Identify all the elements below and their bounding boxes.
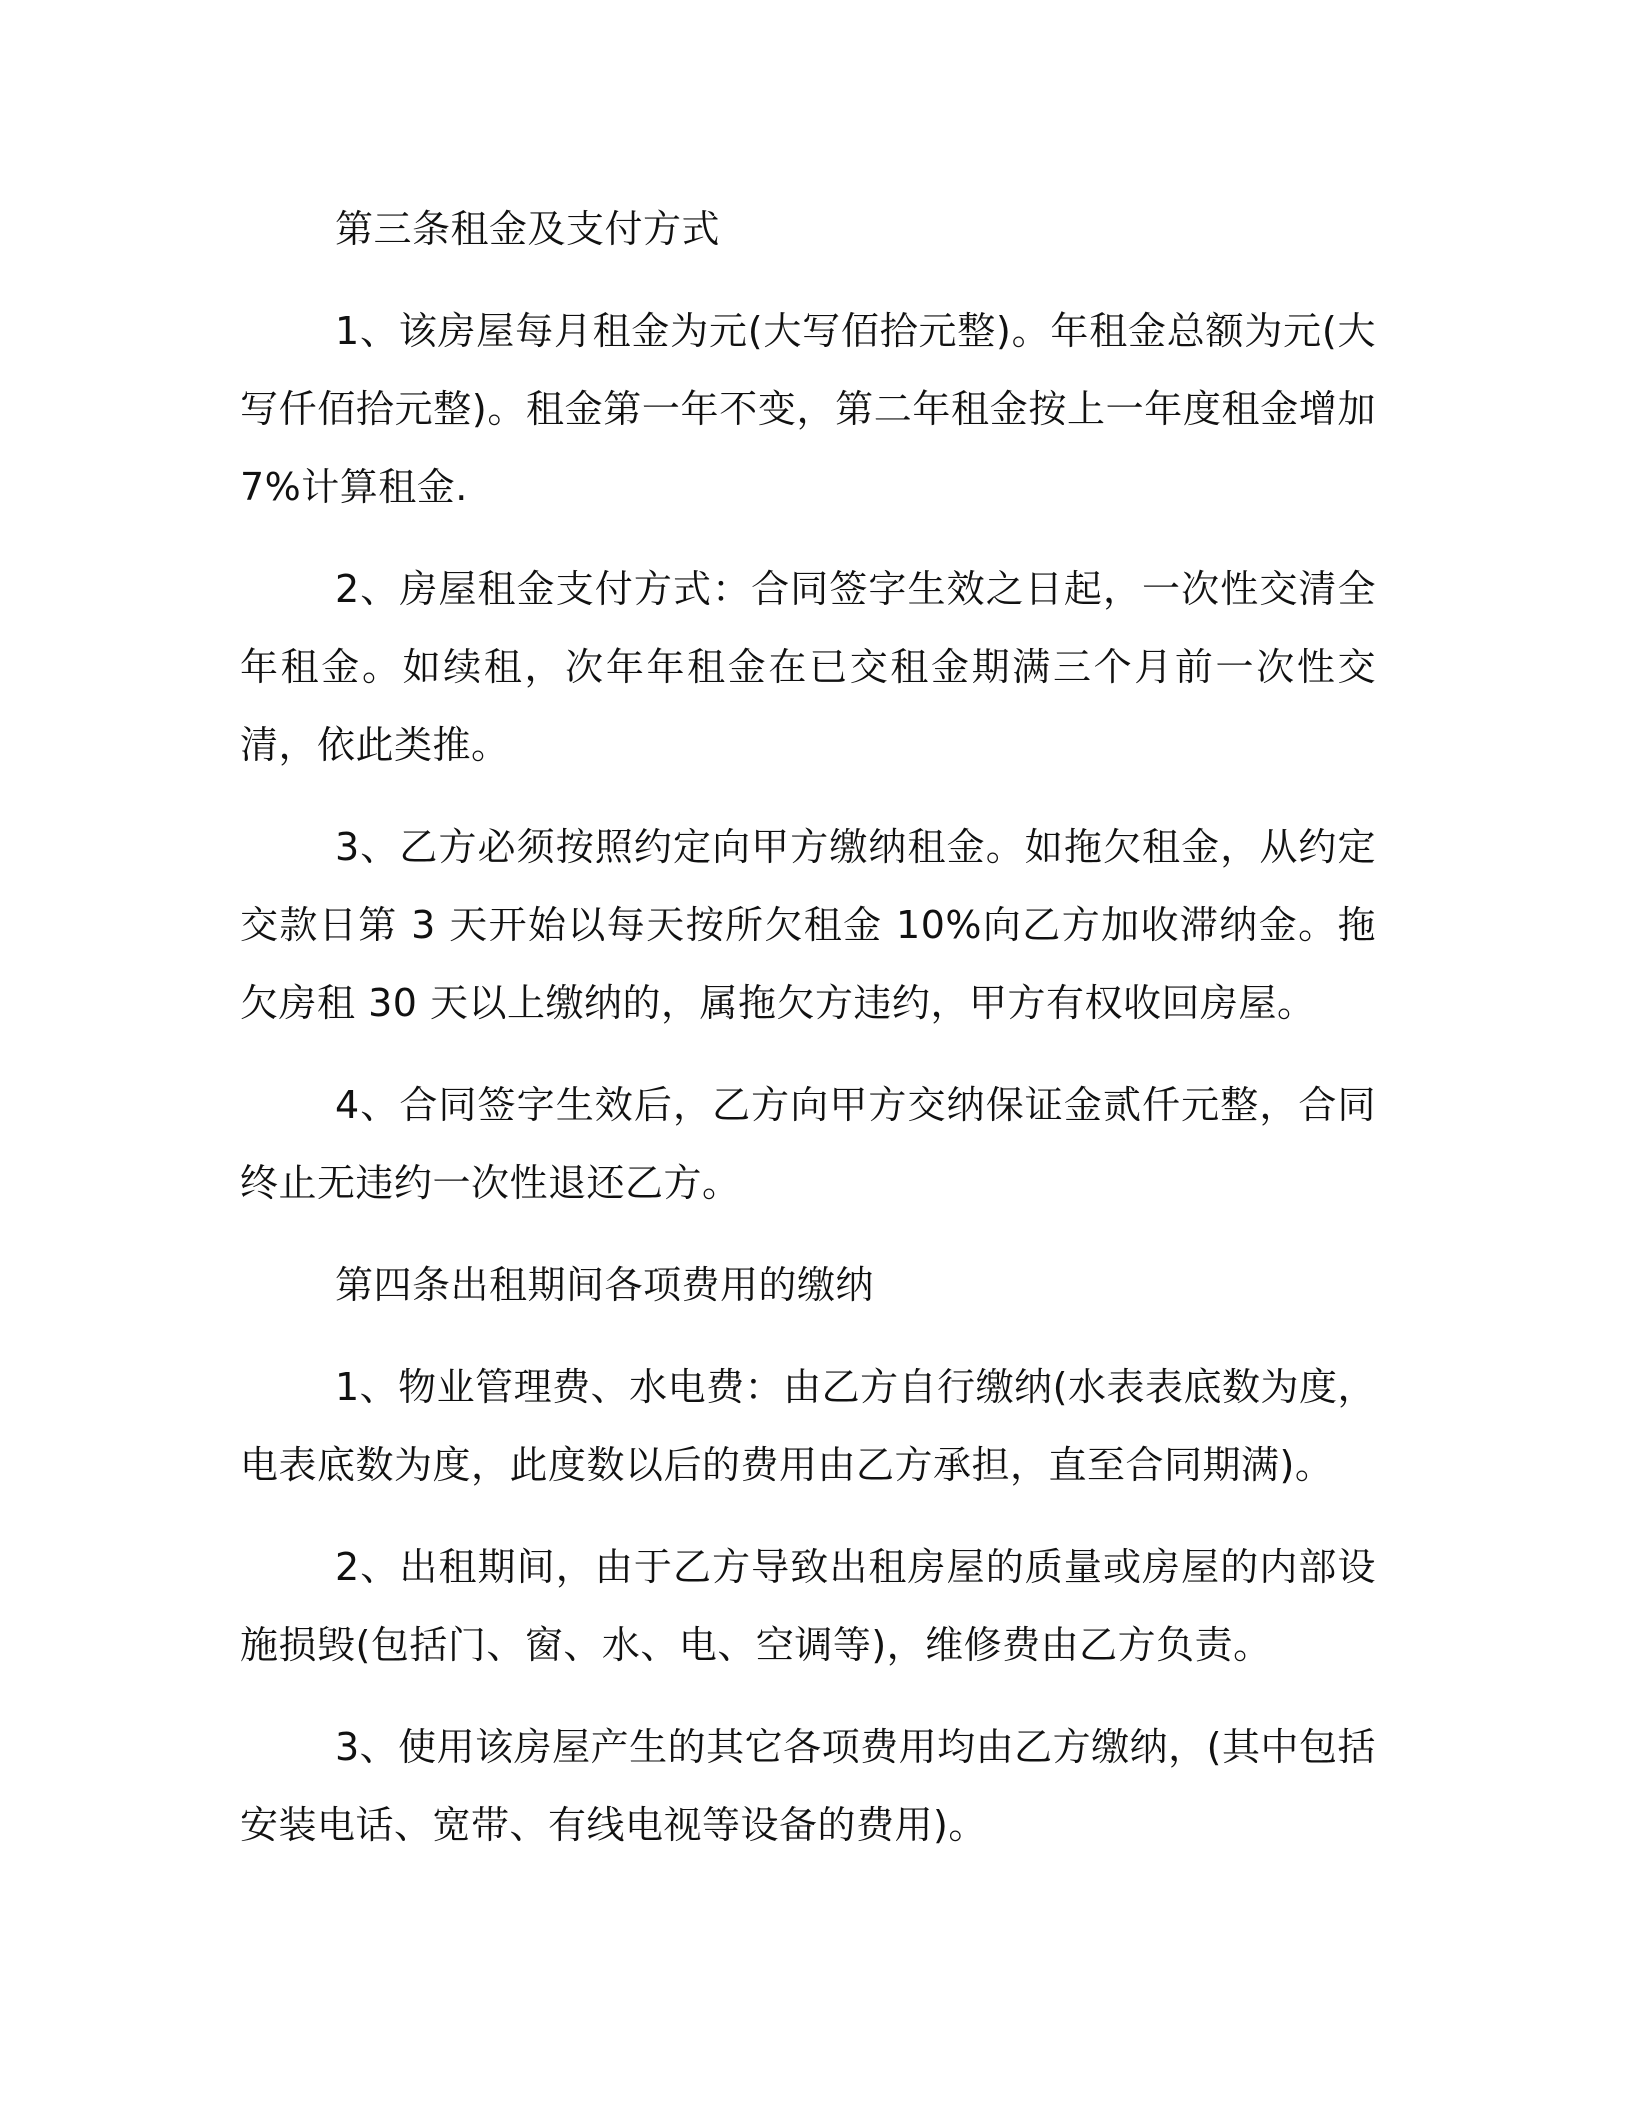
fees-clause-3: 3、使用该房屋产生的其它各项费用均由乙方缴纳，(其中包括安装电话、宽带、有线电视等设备的费用)。 (240, 1725, 1377, 1847)
fees-clause-2: 2、出租期间，由于乙方导致出租房屋的质量或房屋的内部设施损毁(包括门、窗、水、电、空调等)，维修费由乙方负责。 (240, 1545, 1376, 1667)
rent-clause-3: 3、乙方必须按照约定向甲方缴纳租金。如拖欠租金，从约定交款日第 3 天开始以每天按所欠租金 10%向乙方加收滞纳金。拖欠房租 30 天以上缴纳的，属拖欠方违约，甲方有权收回房屋。 (240, 825, 1376, 1025)
document-body (240, 190, 1376, 1888)
section-heading-rent: 第三条租金及支付方式 (335, 207, 721, 251)
section-heading-fees: 第四条出租期间各项费用的缴纳 (335, 1263, 875, 1307)
rent-clause-2: 2、房屋租金支付方式：合同签字生效之日起，一次性交清全年租金。如续租，次年年租金在已交租金期满三个月前一次性交清，依此类推。 (240, 567, 1376, 767)
fees-clause-1: 1、物业管理费、水电费：由乙方自行缴纳(水表表底数为度，电表底数为度，此度数以后的费用由乙方承担，直至合同期满)。 (240, 1365, 1377, 1487)
rent-clause-1: 1、该房屋每月租金为元(大写佰拾元整)。年租金总额为元(大写仟佰拾元整)。租金第一年不变，第二年租金按上一年度租金增加 7%计算租金. (240, 309, 1376, 509)
rent-clause-4: 4、合同签字生效后，乙方向甲方交纳保证金贰仟元整，合同终止无违约一次性退还乙方。 (240, 1083, 1376, 1205)
